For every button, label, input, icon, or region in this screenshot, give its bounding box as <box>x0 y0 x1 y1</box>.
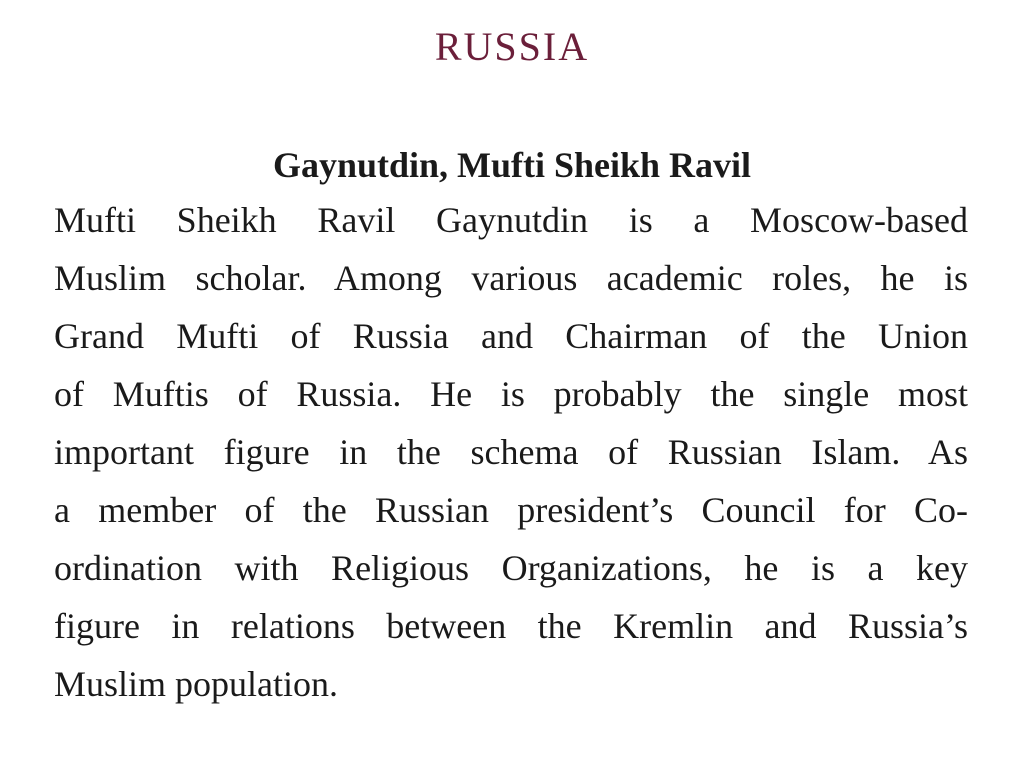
section-heading: RUSSIA <box>434 24 590 69</box>
body-line: a member of the Russian president’s Council for Co- <box>54 490 968 530</box>
body-line: Muslim scholar. Among various academic roles, he is <box>54 258 968 298</box>
entry-title: Gaynutdin, Mufti Sheikh Ravil <box>272 145 752 185</box>
body-line: Grand Mufti of Russia and Chairman of the Union <box>54 316 968 356</box>
body-line: of Muftis of Russia. He is probably the single most <box>54 374 968 414</box>
entry-body <box>54 191 968 713</box>
body-line: figure in relations between the Kremlin and Russia’s <box>54 606 968 646</box>
body-line: important figure in the schema of Russian Islam. As <box>54 432 968 472</box>
body-line: ordination with Religious Organizations, he is a key <box>54 548 968 588</box>
body-line: Muslim population. <box>54 664 339 704</box>
body-line: Mufti Sheikh Ravil Gaynutdin is a Moscow-based <box>54 200 968 240</box>
